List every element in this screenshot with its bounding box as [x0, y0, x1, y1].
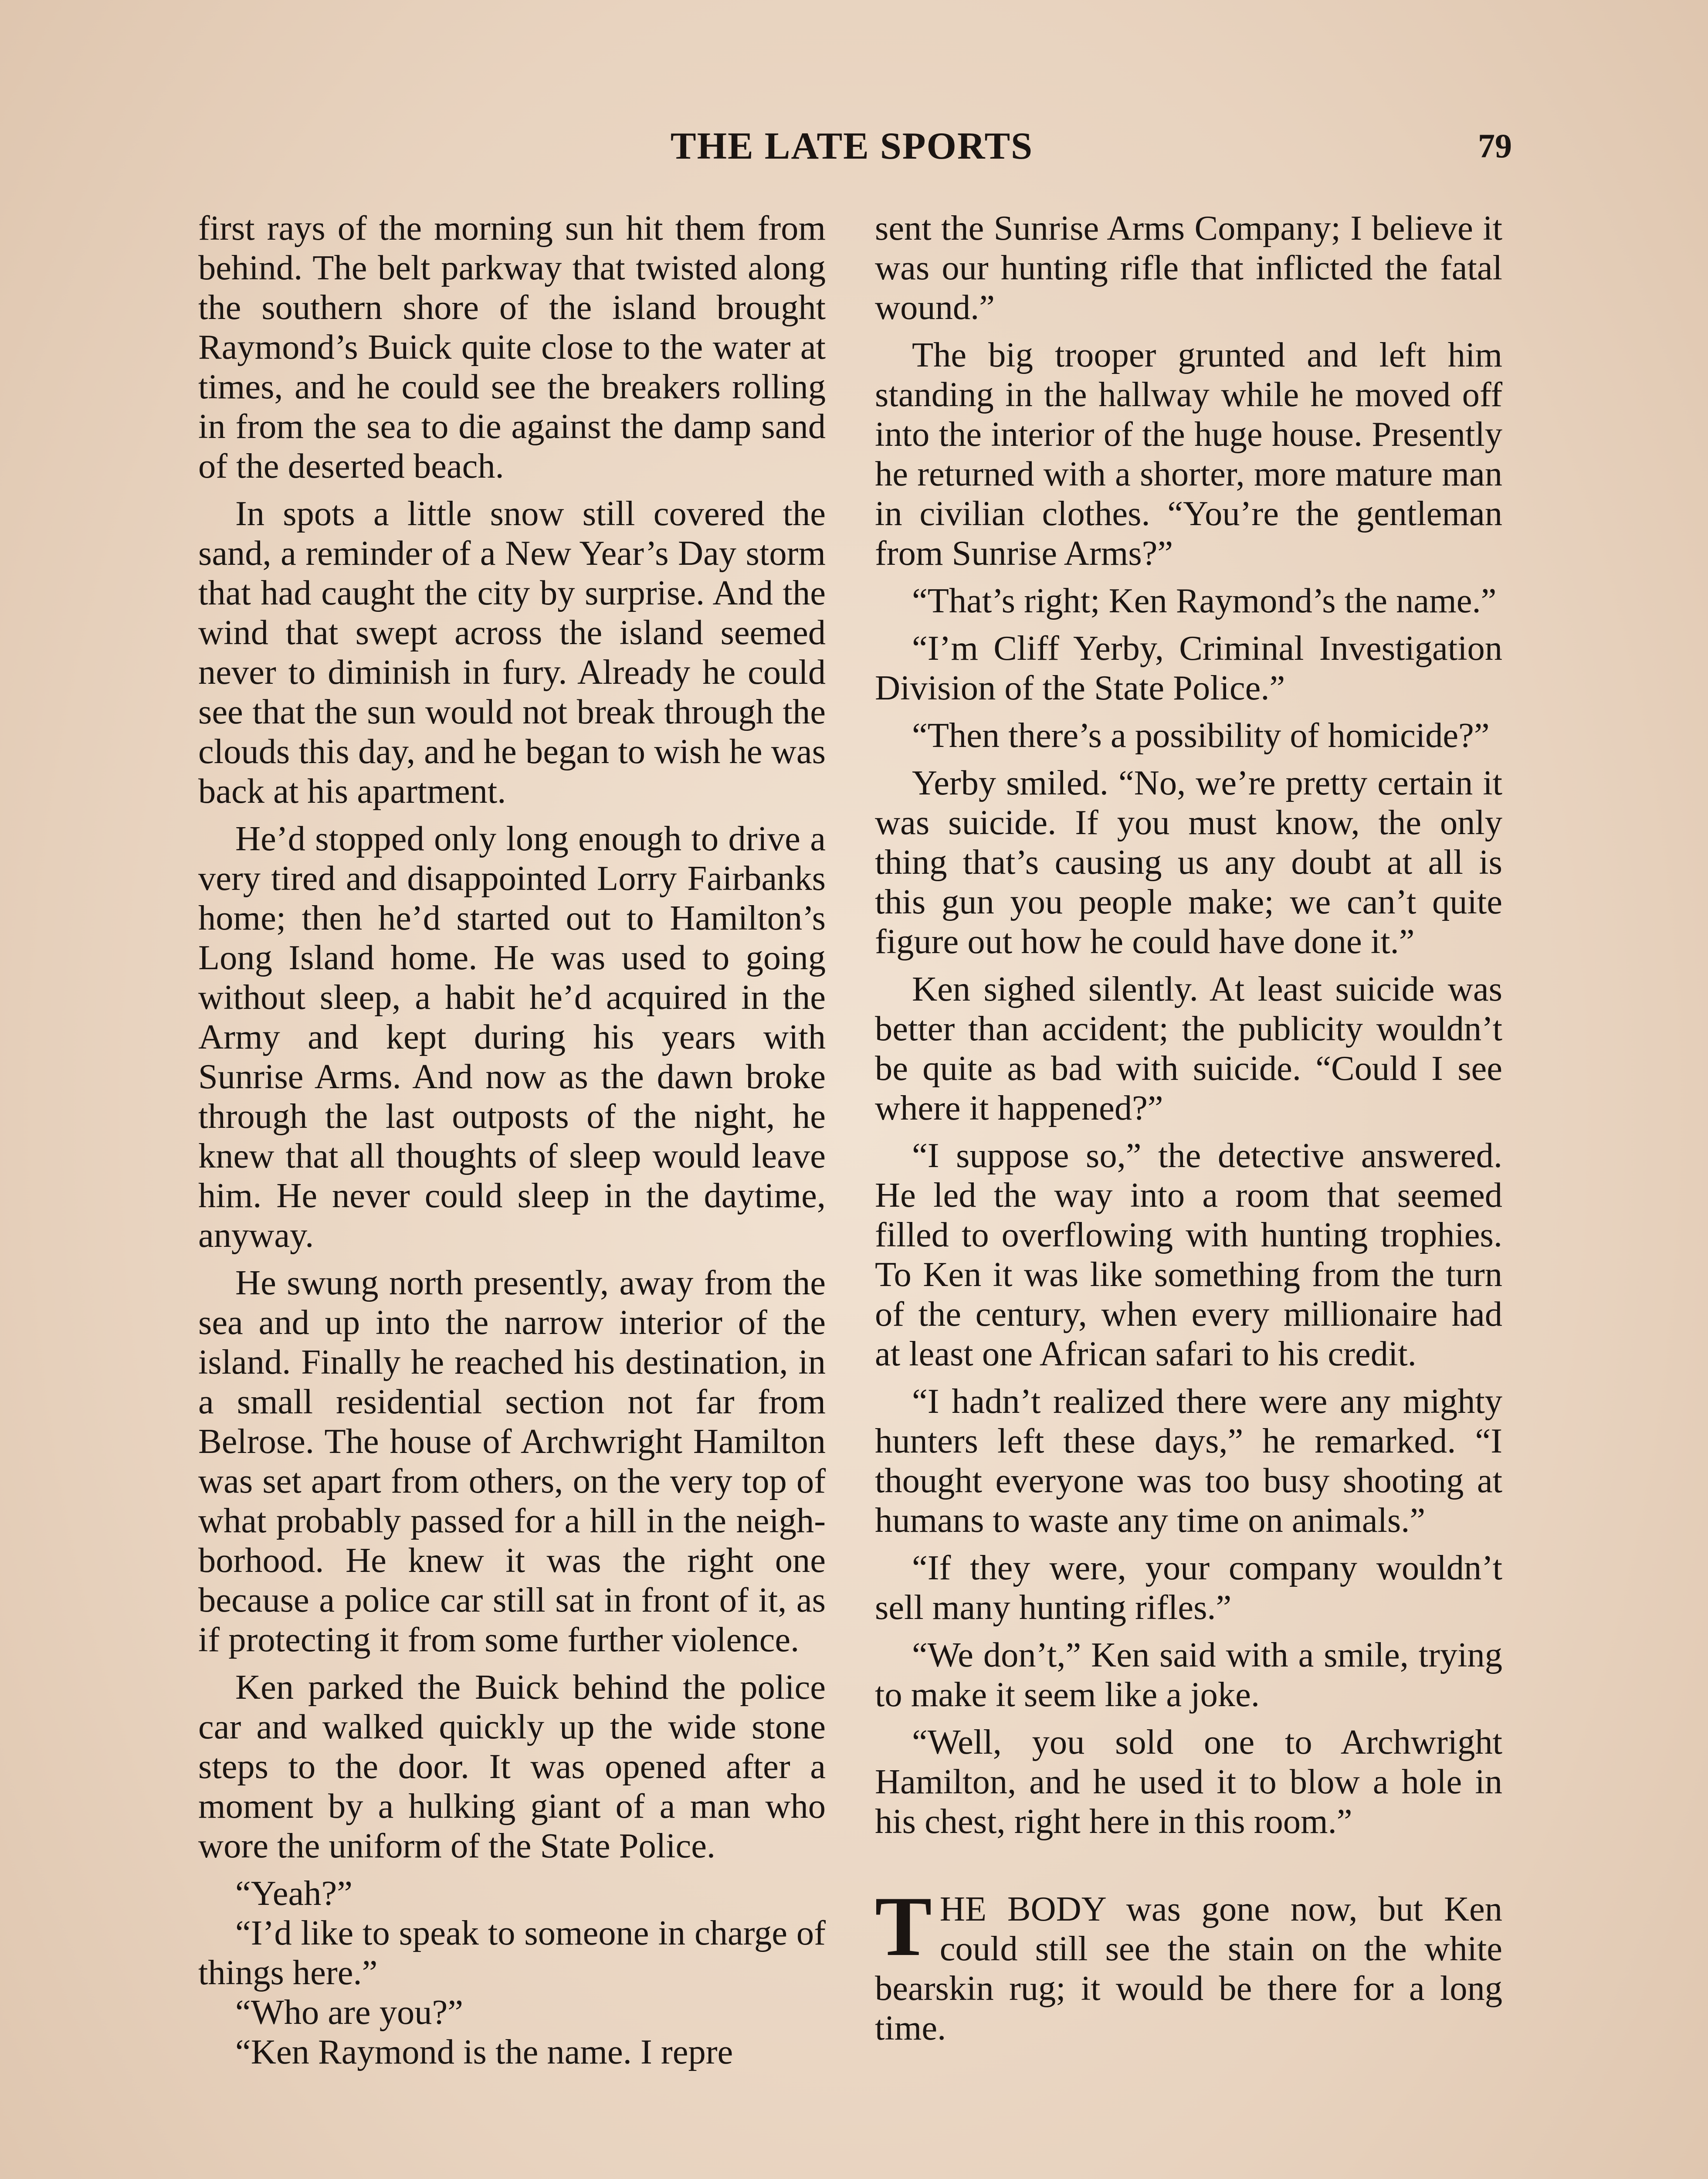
right-column	[875, 208, 1502, 2056]
section-opening-paragraph	[875, 1879, 1502, 2048]
paragraph: “I suppose so,” the detective answered. He led the way into a room that seemed filled to overflowing with hunting trophies. To Ken it was like something from the turn of the century, when every millionaire had at least one African safari to his credit.	[875, 1136, 1502, 1373]
running-title: THE LATE SPORTS	[670, 125, 1034, 167]
paragraph: “If they were, your company wouldn’t sell many hunting rifles.”	[875, 1548, 1502, 1627]
paragraph: He swung north presently, away from the sea and up into the narrow interior of the island. Finally he reached his destination, in a small residential section not far from Belrose. The house of Archwright Hamilton was set apart from others, on the very top of what probably passed for a hill in the neighborhood. He knew it was the right one because a police car still sat in front of it, as if protecting it from some further violence.	[198, 1263, 826, 1659]
section-text: HE BODY was gone now, but Ken could still see the stain on the white bearskin rug; it would be there for a long time.	[875, 1890, 1502, 2047]
paragraph: “Who are you?”	[235, 1993, 463, 2032]
paragraph: first rays of the morning sun hit them from behind. The belt parkway that twisted along the southern shore of the island brought Raymond’s Buick quite close to the water at times, and he could see the breakers rolling in from the sea to die against the damp sand of the deserted beach.	[198, 209, 826, 485]
paragraph: Ken sighed silently. At least suicide was better than accident; the publicity wouldn’t be quite as bad with suicide. “Could I see where it happened?”	[875, 970, 1502, 1127]
running-header	[192, 124, 1512, 172]
page-number: 79	[1478, 127, 1512, 165]
paragraph: In spots a little snow still covered the sand, a reminder of a New Year’s Day storm that had caught the city by surprise. And the wind that swept across the island seemed never to diminish in fury. Already he could see that the sun would not break through the clouds this day, and he began to wish he was back at his apartment.	[198, 494, 826, 811]
paragraph: sent the Sunrise Arms Company; I believe it was our hunting rifle that inflicted the fatal wound.”	[875, 209, 1502, 327]
drop-cap: T	[875, 1879, 932, 1974]
paragraph: Ken parked the Buick behind the police car and walked quickly up the wide stone steps to the door. It was opened after a moment by a hulking giant of a man who wore the uniform of the State Police.	[198, 1668, 826, 1865]
paragraph: “I’m Cliff Yerby, Criminal Investigation Division of the State Police.”	[875, 629, 1502, 707]
paragraph: “We don’t,” Ken said with a smile, trying to make it seem like a joke.	[875, 1636, 1502, 1714]
paragraph: He’d stopped only long enough to drive a very tired and disappointed Lorry Fairbanks home; then he’d started out to Hamilton’s Long Island home. He was used to going without sleep, a habit he’d acquired in the Army and kept during his years with Sunrise Arms. And now as the dawn broke through the last outposts of the night, he knew that all thoughts of sleep would leave him. He never could sleep in the daytime, anyway.	[198, 819, 826, 1255]
paragraph: Yerby smiled. “No, we’re pretty certain it was suicide. If you must know, the only thing that’s causing us any doubt at all is this gun you people make; we can’t quite figure out how he could have done it.”	[875, 764, 1502, 961]
paragraph: “I hadn’t realized there were any mighty hunters left these days,” he remarked. “I thought everyone was too busy shooting at humans to waste any time on animals.”	[875, 1382, 1502, 1540]
paragraph: “Well, you sold one to Archwright Hamilton, and he used it to blow a hole in his chest, right here in this room.”	[875, 1723, 1502, 1841]
paragraph: “Ken Raymond is the name. I repre	[235, 2033, 733, 2071]
paragraph: The big trooper grunted and left him standing in the hallway while he moved off into the interior of the huge house. Presently he returned with a shorter, more mature man in civilian clothes. “You’re the gentleman from Sunrise Arms?”	[875, 336, 1502, 573]
paragraph: “That’s right; Ken Raymond’s the name.”	[912, 581, 1497, 620]
paragraph: “Then there’s a possibility of homicide?”	[912, 716, 1490, 755]
paragraph: “I’d like to speak to someone in charge of things here.”	[198, 1914, 826, 1992]
left-column	[198, 208, 826, 2072]
paragraph: “Yeah?”	[235, 1874, 352, 1913]
